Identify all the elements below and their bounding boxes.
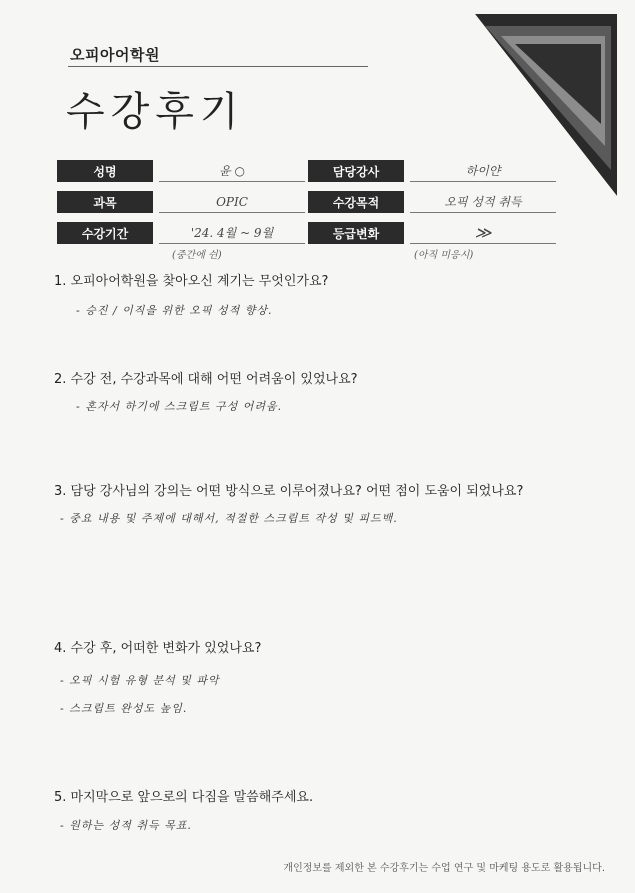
teacher-value: 하이얀 bbox=[410, 160, 556, 182]
period-value: '24. 4월 ~ 9월 bbox=[159, 222, 305, 244]
grade-field bbox=[308, 222, 556, 244]
answer-1-1: - 승진 / 이직을 위한 오픽 성적 향상. bbox=[76, 304, 273, 317]
footer-notice: 개인정보를 제외한 본 수강후기는 수업 연구 및 마케팅 용도로 활용됩니다. bbox=[283, 863, 605, 874]
course-value: OPIC bbox=[159, 191, 305, 213]
grade-label: 등급변화 bbox=[308, 222, 404, 244]
period-field bbox=[57, 222, 305, 244]
period-label: 수강기간 bbox=[57, 222, 153, 244]
name-value: 윤 ○ bbox=[159, 160, 305, 182]
teacher-label: 담당강사 bbox=[308, 160, 404, 182]
grade-value: ≫ bbox=[410, 222, 556, 244]
question-4: 4. 수강 후, 어떠한 변화가 있었나요? bbox=[54, 641, 262, 656]
name-label: 성명 bbox=[57, 160, 153, 182]
name-field bbox=[57, 160, 305, 182]
teacher-field bbox=[308, 160, 556, 182]
answer-2-1: - 혼자서 하기에 스크립트 구성 어려움. bbox=[76, 400, 283, 413]
purpose-field bbox=[308, 191, 556, 213]
answer-4-2: - 스크립트 완성도 높임. bbox=[60, 702, 188, 715]
purpose-value: 오픽 성적 취득 bbox=[410, 191, 556, 213]
answer-5-1: - 원하는 성적 취득 목표. bbox=[60, 819, 192, 832]
answer-3-1: - 중요 내용 및 주제에 대해서, 적절한 스크립트 작성 및 피드백. bbox=[60, 512, 398, 525]
period-note: (중간에 쉰) bbox=[172, 250, 222, 261]
purpose-label: 수강목적 bbox=[308, 191, 404, 213]
grade-note: (아직 미응시) bbox=[414, 250, 474, 261]
header-divider bbox=[68, 66, 368, 67]
question-1: 1. 오피아어학원을 찾아오신 계기는 무엇인가요? bbox=[54, 274, 329, 289]
question-2: 2. 수강 전, 수강과목에 대해 어떤 어려움이 있었나요? bbox=[54, 372, 358, 387]
course-label: 과목 bbox=[57, 191, 153, 213]
question-3: 3. 담당 강사님의 강의는 어떤 방식으로 이루어졌나요? 어떤 점이 도움이 되었나요? bbox=[54, 484, 524, 499]
course-field bbox=[57, 191, 305, 213]
page-title: 수강후기 bbox=[66, 89, 245, 135]
answer-4-1: - 오픽 시험 유형 분석 및 파악 bbox=[60, 674, 220, 687]
question-5: 5. 마지막으로 앞으로의 다짐을 말씀해주세요. bbox=[54, 790, 314, 805]
academy-name: 오피아어학원 bbox=[70, 46, 160, 64]
